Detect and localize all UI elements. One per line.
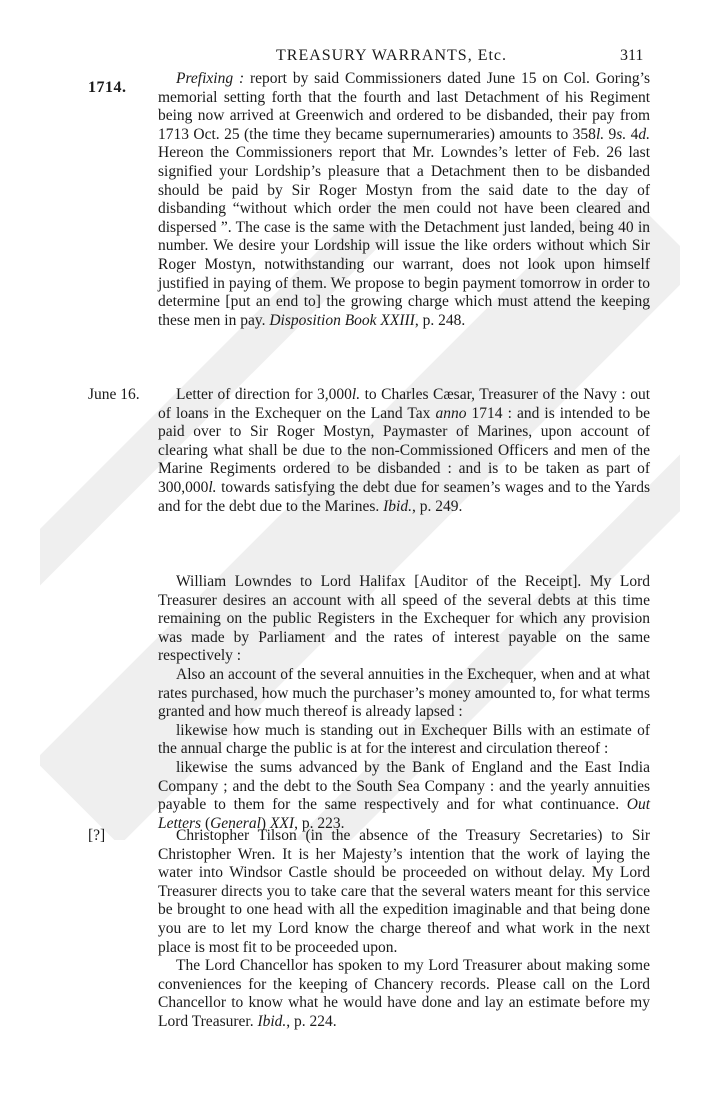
- text-run: ): [260, 814, 270, 832]
- italic-text-run: l.: [208, 478, 217, 496]
- text-run: to Charles Cæsar, Treasurer of the Navy : out of loans in the Exchequer on the Land Tax: [158, 386, 651, 422]
- paragraph: [158, 827, 650, 957]
- italic-text-run: l.: [351, 386, 361, 403]
- italic-text-run: anno: [435, 404, 467, 422]
- italic-text-run: Ibid.: [257, 1012, 287, 1030]
- italic-text-run: Out Letters: [158, 796, 650, 832]
- text-run: towards satisfying the debt due for seamen’s wages and to the Yards and for the debt due to the Marines.: [158, 478, 650, 515]
- text-run: Letter of direction for 3,000: [176, 386, 352, 403]
- text-run: , p. 248.: [414, 311, 466, 329]
- italic-text-run: XXI: [269, 814, 295, 832]
- text-run: likewise how much is standing out in Exchequer Bills with an estimate of the annual charge the public is at for the interest and circulation thereof :: [158, 721, 650, 758]
- margin-year: 1714.: [88, 79, 127, 96]
- entry-letter-of-direction: [158, 386, 650, 516]
- text-run: Christopher Tilson (in the absence of the Treasury Secretaries) to Sir Christopher Wren. It is her Majesty’s intention that the work of laying the water into Windsor Castle should be proceeded on without delay. My Lord Treasurer directs you to take care that the several waters meant for this service be brought to one head with all the expedition imaginable and that being done you are to let my Lord know the charge thereof and what work in the next place is most fit to be proceeded upon.: [158, 827, 650, 956]
- text-run: (: [201, 814, 211, 832]
- margin-date: [?]: [88, 827, 106, 844]
- text-run: 4: [626, 125, 639, 143]
- running-title: TREASURY WARRANTS, Etc.: [276, 47, 508, 64]
- italic-text-run: General: [210, 814, 261, 832]
- text-run: , p. 224.: [286, 1012, 337, 1030]
- text-run: , p. 249.: [411, 497, 463, 515]
- entry-lowndes-to-halifax: [158, 573, 650, 833]
- text-run: report by said Commissioners dated June 15 on Col. Goring’s memorial setting forth that the fourth and last Detachment of his Regiment being now arrived at Greenwich and ordered to be disbanded, their pay from 1713 Oct. 25 (the time they became supernumeraries) amounts to 358: [158, 70, 651, 143]
- paragraph: [158, 70, 650, 330]
- text-run: likewise the sums advanced by the Bank of England and the East India Company ; and the debt to the South Sea Company : and the yearly annuities payable to them for the same respectively and for what continuance.: [158, 758, 650, 814]
- text-run: William Lowndes to Lord Halifax [Auditor of the Receipt]. My Lord Treasurer desires an account with all speed of the several debts at this time remaining on the public Registers in the Exchequer for which any provision was made by Parliament and the rates of interest payable on the same respectively :: [158, 573, 650, 665]
- text-run: Also an account of the several annuities in the Exchequer, when and at what rates purchased, how much the purchaser’s money amounted to, for what terms granted and how much thereof is already lapsed :: [158, 665, 650, 721]
- paragraph: [158, 666, 650, 722]
- italic-text-run: Disposition Book XXIII: [269, 311, 415, 329]
- paragraph: [158, 759, 650, 833]
- text-run: The Lord Chancellor has spoken to my Lord Treasurer about making some conveniences for the keeping of Chancery records. Please call on the Lord Chancellor to know what he would have done and lay an estimate before my Lord Treasurer.: [158, 957, 650, 1030]
- margin-date: June 16.: [88, 386, 140, 403]
- italic-text-run: l.: [595, 125, 605, 143]
- paragraph: [158, 722, 650, 759]
- italic-text-run: Ibid.: [383, 497, 412, 515]
- italic-text-run: Prefixing :: [176, 70, 245, 87]
- text-run: 1714 : and is intended to be paid over to Sir Roger Mostyn, Paymaster of Marines, upon account of clearing what shall be due to the non-Commissioned Officers and men of the Marine Regiments ordered to be disbanded : and is to be taken as part of 300,000: [158, 404, 650, 496]
- page-number: 311: [620, 47, 644, 64]
- text-run: Hereon the Commissioners report that Mr. Lowndes’s letter of Feb. 26 last signified your Lordship’s pleasure that a Detachment then to be disbanded should be paid by Sir Roger Mostyn from the said date to the day of disbanding “without which order the men could not have been cleared and dispersed ”. The case is the same with the Detachment just landed, being 40 in number. We desire your Lordship will issue the like orders without which Sir Roger Mostyn, notwithstanding our warrant, does not look upon himself justified in paying of them. We propose to begin payment tomorrow in order to determine [put an end to] the growing charge which must attend the keeping these men in pay.: [158, 144, 650, 329]
- text-run: , p. 223.: [294, 814, 345, 832]
- paragraph: [158, 957, 650, 1031]
- italic-text-run: d.: [638, 125, 651, 143]
- italic-text-run: s.: [616, 125, 627, 143]
- text-run: 9: [604, 125, 617, 143]
- paragraph: [158, 573, 650, 666]
- paragraph: [158, 386, 650, 516]
- entry-tilson-to-wren: [158, 827, 650, 1032]
- entry-goring-report: [158, 70, 650, 330]
